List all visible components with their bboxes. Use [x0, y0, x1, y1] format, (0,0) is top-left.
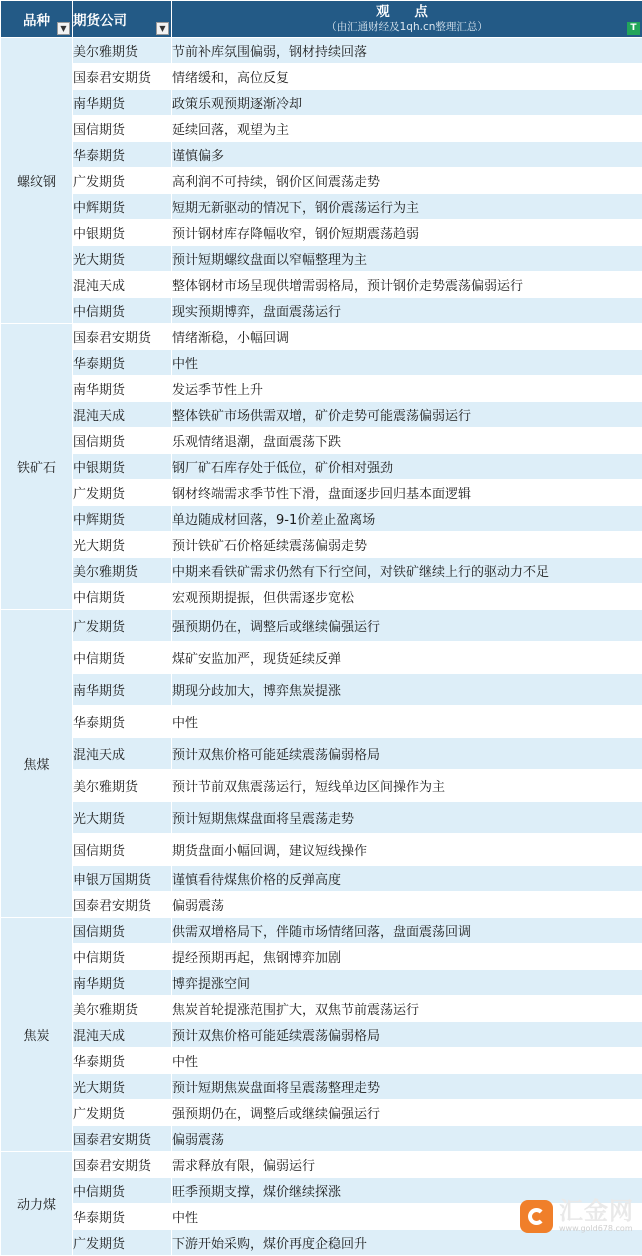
view-cell: 中期来看铁矿需求仍然有下行空间，对铁矿继续上行的驱动力不足	[172, 558, 642, 584]
category-cell: 焦煤	[1, 610, 73, 918]
view-cell: 政策乐观预期逐渐冷却	[172, 90, 642, 116]
category-cell: 铁矿石	[1, 324, 73, 610]
table-row	[1, 738, 642, 770]
company-cell: 中辉期货	[73, 194, 172, 220]
header-company-label: 期货公司	[73, 13, 127, 29]
view-cell: 预计铁矿石价格延续震荡偏弱走势	[172, 532, 642, 558]
table-row	[1, 324, 642, 350]
view-cell: 预计双焦价格可能延续震荡偏弱格局	[172, 1022, 642, 1048]
text-filter-icon[interactable]: T	[627, 22, 640, 35]
view-cell: 中性	[172, 1048, 642, 1074]
table-row	[1, 1100, 642, 1126]
view-cell: 期现分歧加大，博弈焦炭提涨	[172, 674, 642, 706]
company-cell: 南华期货	[73, 674, 172, 706]
company-cell: 广发期货	[73, 1230, 172, 1256]
company-cell: 广发期货	[73, 480, 172, 506]
table-row	[1, 866, 642, 892]
view-cell: 节前补库氛围偏弱，钢材持续回落	[172, 38, 642, 64]
company-cell: 南华期货	[73, 970, 172, 996]
table-row	[1, 706, 642, 738]
view-cell: 钢厂矿石库存处于低位，矿价相对强劲	[172, 454, 642, 480]
table-row	[1, 834, 642, 866]
view-cell: 情绪渐稳，小幅回调	[172, 324, 642, 350]
view-cell: 宏观预期提振，但供需逐步宽松	[172, 584, 642, 610]
header-view-title: 观 点	[376, 4, 438, 20]
view-cell: 单边随成材回落，9-1价差止盈离场	[172, 506, 642, 532]
view-cell: 谨慎偏多	[172, 142, 642, 168]
company-cell: 美尔雅期货	[73, 770, 172, 802]
table-row	[1, 272, 642, 298]
table-row	[1, 944, 642, 970]
view-cell: 中性	[172, 350, 642, 376]
category-cell: 动力煤	[1, 1152, 73, 1256]
table-row	[1, 892, 642, 918]
company-cell: 国泰君安期货	[73, 892, 172, 918]
table-row	[1, 246, 642, 272]
view-cell: 高利润不可持续，钢价区间震荡走势	[172, 168, 642, 194]
table-row	[1, 402, 642, 428]
company-cell: 华泰期货	[73, 1204, 172, 1230]
table-row	[1, 142, 642, 168]
table-row	[1, 532, 642, 558]
view-cell: 偏弱震荡	[172, 1126, 642, 1152]
view-cell: 中性	[172, 706, 642, 738]
company-cell: 中信期货	[73, 944, 172, 970]
company-cell: 广发期货	[73, 1100, 172, 1126]
view-cell: 预计钢材库存降幅收窄，钢价短期震荡趋弱	[172, 220, 642, 246]
category-cell: 焦炭	[1, 918, 73, 1152]
header-row	[1, 1, 642, 38]
company-cell: 华泰期货	[73, 1048, 172, 1074]
watermark	[520, 1196, 636, 1236]
table-row	[1, 454, 642, 480]
table-row	[1, 970, 642, 996]
category-cell: 螺纹钢	[1, 38, 73, 324]
company-cell: 国泰君安期货	[73, 64, 172, 90]
view-cell: 钢材终端需求季节性下滑，盘面逐步回归基本面逻辑	[172, 480, 642, 506]
header-view	[172, 1, 642, 38]
company-cell: 中辉期货	[73, 506, 172, 532]
company-cell: 国信期货	[73, 116, 172, 142]
view-cell: 偏弱震荡	[172, 892, 642, 918]
company-cell: 华泰期货	[73, 350, 172, 376]
header-view-source: （由汇通财经及1qh.cn整理汇总）	[326, 21, 488, 33]
company-cell: 申银万国期货	[73, 866, 172, 892]
table-row	[1, 584, 642, 610]
table-row	[1, 1022, 642, 1048]
view-cell: 下游开始采购，煤价再度企稳回升	[172, 1230, 642, 1256]
view-cell: 预计节前双焦震荡运行，短线单边区间操作为主	[172, 770, 642, 802]
table-row	[1, 642, 642, 674]
company-cell: 南华期货	[73, 376, 172, 402]
table-row	[1, 770, 642, 802]
table-row	[1, 674, 642, 706]
view-cell: 博弈提涨空间	[172, 970, 642, 996]
view-cell: 中性	[172, 1204, 642, 1230]
header-company	[73, 1, 172, 38]
table-row	[1, 1048, 642, 1074]
table-row	[1, 1152, 642, 1178]
filter-dropdown-icon[interactable]: ▼	[156, 22, 169, 35]
view-cell: 强预期仍在，调整后或继续偏强运行	[172, 1100, 642, 1126]
view-cell: 期货盘面小幅回调，建议短线操作	[172, 834, 642, 866]
view-cell: 焦炭首轮提涨范围扩大，双焦节前震荡运行	[172, 996, 642, 1022]
table-row	[1, 506, 642, 532]
view-cell: 预计短期焦炭盘面将呈震荡整理走势	[172, 1074, 642, 1100]
table-row	[1, 90, 642, 116]
company-cell: 美尔雅期货	[73, 996, 172, 1022]
company-cell: 国信期货	[73, 428, 172, 454]
table-row	[1, 64, 642, 90]
company-cell: 混沌天成	[73, 1022, 172, 1048]
company-cell: 美尔雅期货	[73, 38, 172, 64]
view-cell: 发运季节性上升	[172, 376, 642, 402]
view-cell: 情绪缓和，高位反复	[172, 64, 642, 90]
watermark-url: www.gold678.com	[559, 1224, 633, 1233]
view-cell: 短期无新驱动的情况下，钢价震荡运行为主	[172, 194, 642, 220]
header-category	[1, 1, 73, 38]
view-cell: 延续回落，观望为主	[172, 116, 642, 142]
company-cell: 国泰君安期货	[73, 324, 172, 350]
company-cell: 华泰期货	[73, 706, 172, 738]
table-row	[1, 38, 642, 64]
table-row	[1, 610, 642, 642]
view-cell: 预计短期螺纹盘面以窄幅整理为主	[172, 246, 642, 272]
company-cell: 中信期货	[73, 584, 172, 610]
company-cell: 光大期货	[73, 532, 172, 558]
view-cell: 乐观情绪退潮，盘面震荡下跌	[172, 428, 642, 454]
table-row	[1, 220, 642, 246]
company-cell: 混沌天成	[73, 272, 172, 298]
company-cell: 光大期货	[73, 246, 172, 272]
gold678-logo-icon	[520, 1200, 553, 1233]
filter-dropdown-icon[interactable]: ▼	[57, 22, 70, 35]
view-cell: 整体铁矿市场供需双增，矿价走势可能震荡偏弱运行	[172, 402, 642, 428]
table-row	[1, 298, 642, 324]
company-cell: 国信期货	[73, 834, 172, 866]
view-cell: 供需双增格局下，伴随市场情绪回落，盘面震荡回调	[172, 918, 642, 944]
table-row	[1, 376, 642, 402]
table-row	[1, 802, 642, 834]
company-cell: 光大期货	[73, 1074, 172, 1100]
header-category-label: 品种	[23, 13, 50, 29]
company-cell: 中银期货	[73, 454, 172, 480]
view-cell: 谨慎看待煤焦价格的反弹高度	[172, 866, 642, 892]
company-cell: 国信期货	[73, 918, 172, 944]
company-cell: 华泰期货	[73, 142, 172, 168]
table-row	[1, 116, 642, 142]
view-cell: 预计短期焦煤盘面将呈震荡走势	[172, 802, 642, 834]
company-cell: 中银期货	[73, 220, 172, 246]
view-cell: 现实预期博弈，盘面震荡运行	[172, 298, 642, 324]
table-row	[1, 194, 642, 220]
view-cell: 预计双焦价格可能延续震荡偏弱格局	[172, 738, 642, 770]
company-cell: 国泰君安期货	[73, 1126, 172, 1152]
table-row	[1, 918, 642, 944]
table-row	[1, 1074, 642, 1100]
company-cell: 混沌天成	[73, 402, 172, 428]
company-cell: 光大期货	[73, 802, 172, 834]
view-cell: 旺季预期支撑，煤价继续探涨	[172, 1178, 642, 1204]
company-cell: 广发期货	[73, 610, 172, 642]
company-cell: 中信期货	[73, 298, 172, 324]
table-row	[1, 480, 642, 506]
table-row	[1, 1126, 642, 1152]
table-row	[1, 996, 642, 1022]
view-cell: 提经预期再起，焦钢博弈加剧	[172, 944, 642, 970]
watermark-name: 汇金网	[559, 1197, 634, 1225]
company-cell: 广发期货	[73, 168, 172, 194]
view-cell: 强预期仍在，调整后或继续偏强运行	[172, 610, 642, 642]
company-cell: 国泰君安期货	[73, 1152, 172, 1178]
view-cell: 煤矿安监加严，现货延续反弹	[172, 642, 642, 674]
company-cell: 中信期货	[73, 642, 172, 674]
view-cell: 需求释放有限，偏弱运行	[172, 1152, 642, 1178]
table-row	[1, 428, 642, 454]
company-cell: 南华期货	[73, 90, 172, 116]
company-cell: 美尔雅期货	[73, 558, 172, 584]
company-cell: 混沌天成	[73, 738, 172, 770]
view-cell: 整体钢材市场呈现供增需弱格局，预计钢价走势震荡偏弱运行	[172, 272, 642, 298]
table-row	[1, 558, 642, 584]
company-cell: 中信期货	[73, 1178, 172, 1204]
table-row	[1, 168, 642, 194]
table-row	[1, 350, 642, 376]
